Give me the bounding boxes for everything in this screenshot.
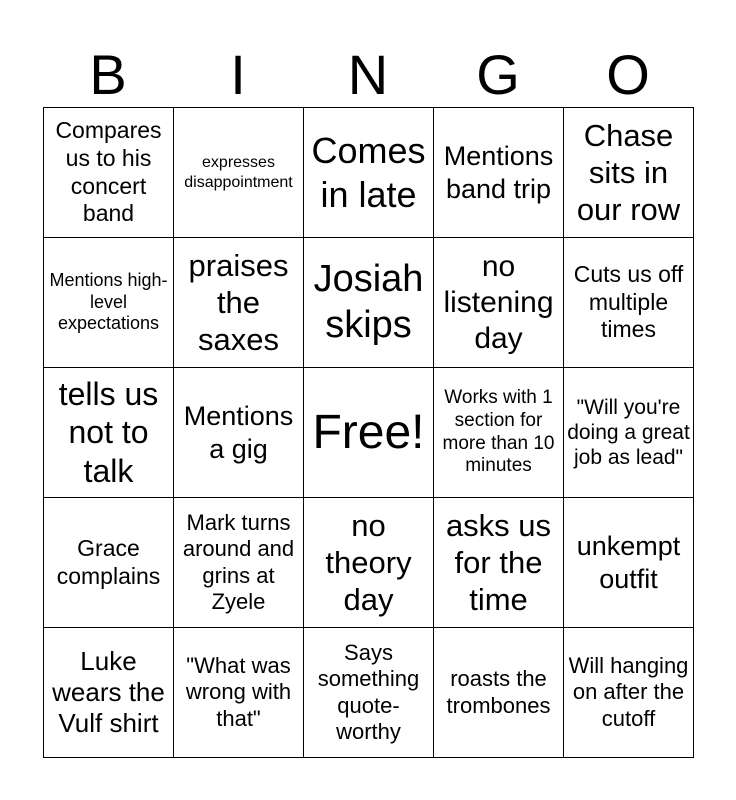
bingo-cell[interactable]: Works with 1 section for more than 10 minutes [434, 368, 564, 498]
bingo-cell[interactable]: praises the saxes [174, 238, 304, 368]
bingo-cell[interactable]: Compares us to his concert band [44, 108, 174, 238]
bingo-cell[interactable]: roasts the trombones [434, 628, 564, 758]
bingo-cell[interactable]: Mentions high-level expectations [44, 238, 174, 368]
bingo-cell[interactable]: "What was wrong with that" [174, 628, 304, 758]
bingo-cell[interactable]: Mentions a gig [174, 368, 304, 498]
bingo-cell[interactable]: tells us not to talk [44, 368, 174, 498]
bingo-cell[interactable]: "Will you're doing a great job as lead" [564, 368, 694, 498]
bingo-cell[interactable]: Luke wears the Vulf shirt [44, 628, 174, 758]
header-letter-o: O [606, 43, 650, 106]
bingo-cell[interactable]: Chase sits in our row [564, 108, 694, 238]
bingo-cell[interactable]: Mentions band trip [434, 108, 564, 238]
bingo-cell[interactable]: asks us for the time [434, 498, 564, 628]
bingo-cell[interactable]: Grace complains [44, 498, 174, 628]
bingo-cell[interactable]: Cuts us off multiple times [564, 238, 694, 368]
bingo-cell[interactable]: Josiah skips [304, 238, 434, 368]
header-letter-n: N [347, 43, 389, 106]
bingo-header [43, 44, 693, 106]
bingo-cell[interactable]: unkempt outfit [564, 498, 694, 628]
header-letter-g: G [476, 43, 520, 106]
bingo-cell[interactable]: no theory day [304, 498, 434, 628]
bingo-free-space[interactable]: Free! [304, 368, 434, 498]
header-letter-i: I [230, 43, 246, 106]
bingo-cell[interactable]: no listening day [434, 238, 564, 368]
bingo-board [43, 107, 694, 758]
bingo-cell[interactable]: Mark turns around and grins at Zyele [174, 498, 304, 628]
bingo-cell[interactable]: Says something quote-worthy [304, 628, 434, 758]
bingo-cell[interactable]: expresses disappointment [174, 108, 304, 238]
bingo-cell[interactable]: Comes in late [304, 108, 434, 238]
bingo-cell[interactable]: Will hanging on after the cutoff [564, 628, 694, 758]
header-letter-b: B [89, 43, 127, 106]
